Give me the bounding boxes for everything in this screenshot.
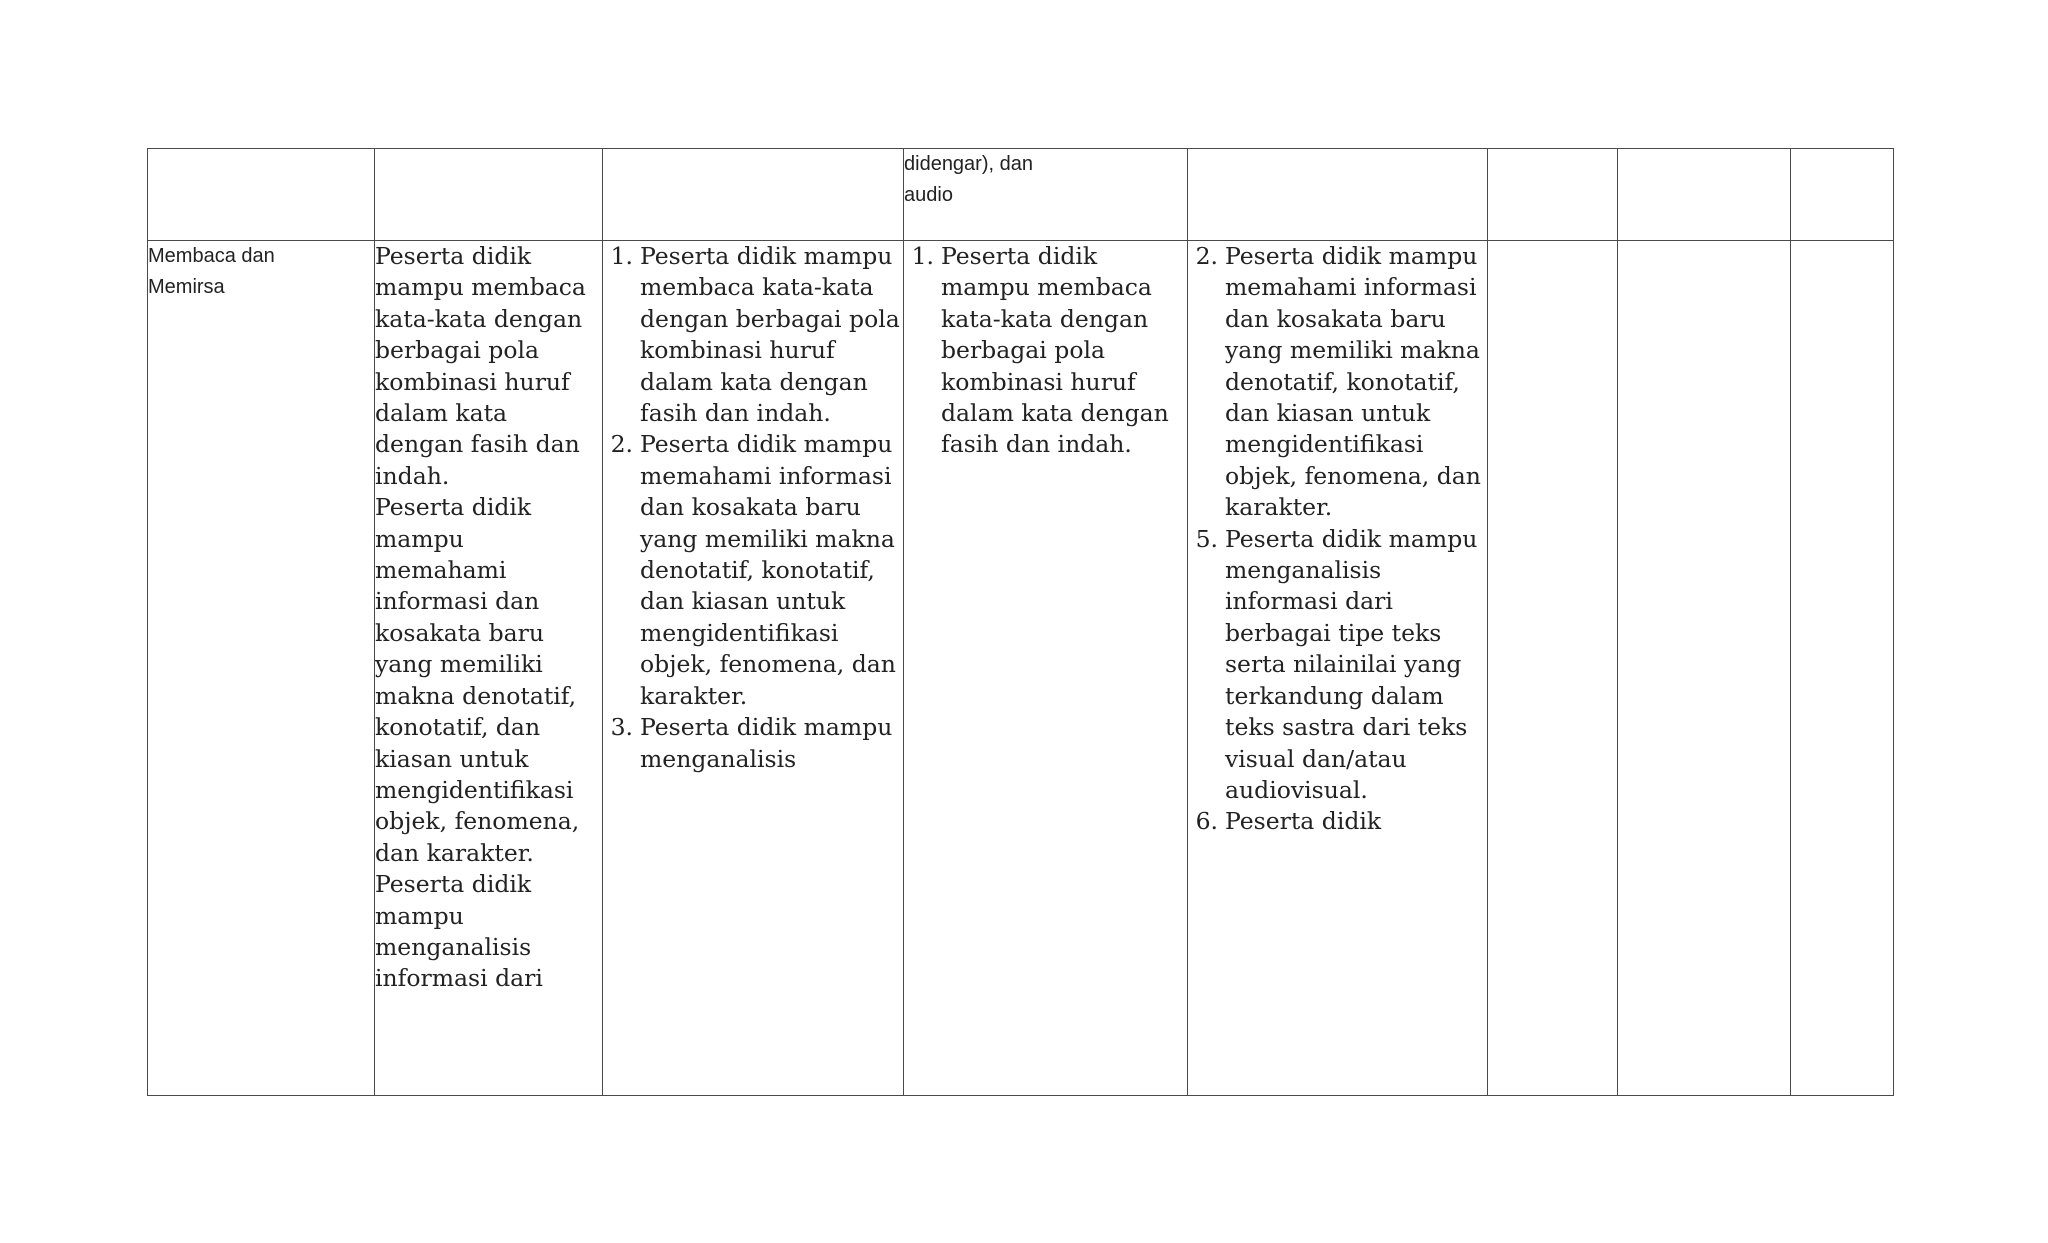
achievement-paragraph: Peserta didik mampu menganalisis informasi dari [375, 870, 543, 993]
list-item-number: 2. [1195, 242, 1218, 270]
cell-text-line: didengar), dan [904, 153, 1033, 175]
list-item-number: 2. [610, 430, 633, 459]
table-row [148, 241, 1894, 1096]
list-item-text: Peserta didik [1225, 807, 1382, 836]
table-cell [1188, 149, 1488, 241]
list-item [603, 712, 903, 775]
list-item [904, 241, 1187, 461]
objectives-list [1188, 241, 1487, 838]
achievement-paragraphs [375, 241, 602, 995]
cell-text-line: audio [904, 184, 953, 206]
list-item [603, 429, 903, 712]
list-item [1188, 806, 1487, 837]
table-cell [375, 149, 603, 241]
list-item-text: Peserta didik mampu membaca kata-kata dengan berbagai pola kombinasi huruf dalam kata dengan fasih dan indah. [941, 242, 1169, 459]
table-cell [1488, 241, 1618, 1096]
list-item-number: 6. [1195, 807, 1218, 836]
objectives-list [603, 241, 903, 775]
table-cell [1791, 149, 1894, 241]
table-row [148, 149, 1894, 241]
curriculum-table [147, 148, 1894, 1096]
objectives-cell [1188, 241, 1488, 1096]
table-cell [1791, 241, 1894, 1096]
list-item-text: Peserta didik mampu memahami informasi dan kosakata baru yang memiliki makna denotatif, konotatif, dan kiasan untuk mengidentifikasi objek, fenomena, dan karakter. [640, 430, 896, 710]
objectives-cell [603, 241, 904, 1096]
table-cell [1488, 149, 1618, 241]
table-cell [148, 149, 375, 241]
list-item-text: Peserta didik mampu membaca kata-kata dengan berbagai pola kombinasi huruf dalam kata dengan fasih dan indah. [640, 242, 900, 428]
list-item-text: Peserta didik mampu menganalisis informasi dari berbagai tipe teks serta nilainilai yang terkandung dalam teks sastra dari teks visual dan/atau audiovisual. [1225, 524, 1478, 804]
table-cell [1618, 149, 1791, 241]
list-item-number: 1. [911, 242, 934, 270]
list-item-number: 3. [610, 713, 633, 742]
list-item [603, 241, 903, 429]
objectives-cell [904, 241, 1188, 1096]
achievement-cell [375, 241, 603, 1096]
element-label-line: Memirsa [148, 276, 225, 298]
list-item-number: 5. [1195, 524, 1218, 553]
list-item-number: 1. [610, 242, 633, 270]
table-cell [904, 149, 1188, 241]
table-cell [603, 149, 904, 241]
list-item [1188, 241, 1487, 524]
list-item-text: Peserta didik mampu menganalisis [640, 713, 893, 773]
table-cell [1618, 241, 1791, 1096]
objectives-list [904, 241, 1187, 461]
element-cell [148, 241, 375, 1096]
element-label-line: Membaca dan [148, 245, 275, 267]
list-item-text: Peserta didik mampu memahami informasi dan kosakata baru yang memiliki makna denotatif, konotatif, dan kiasan untuk mengidentifikasi objek, fenomena, dan karakter. [1225, 242, 1481, 522]
list-item [1188, 524, 1487, 807]
achievement-paragraph: Peserta didik mampu memahami informasi dan kosakata baru yang memiliki makna denotatif, konotatif, dan kiasan untuk mengidentifikasi objek, fenomena, dan karakter. [375, 493, 580, 867]
achievement-paragraph: Peserta didik mampu membaca kata-kata dengan berbagai pola kombinasi huruf dalam kata dengan fasih dan indah. [375, 242, 586, 490]
